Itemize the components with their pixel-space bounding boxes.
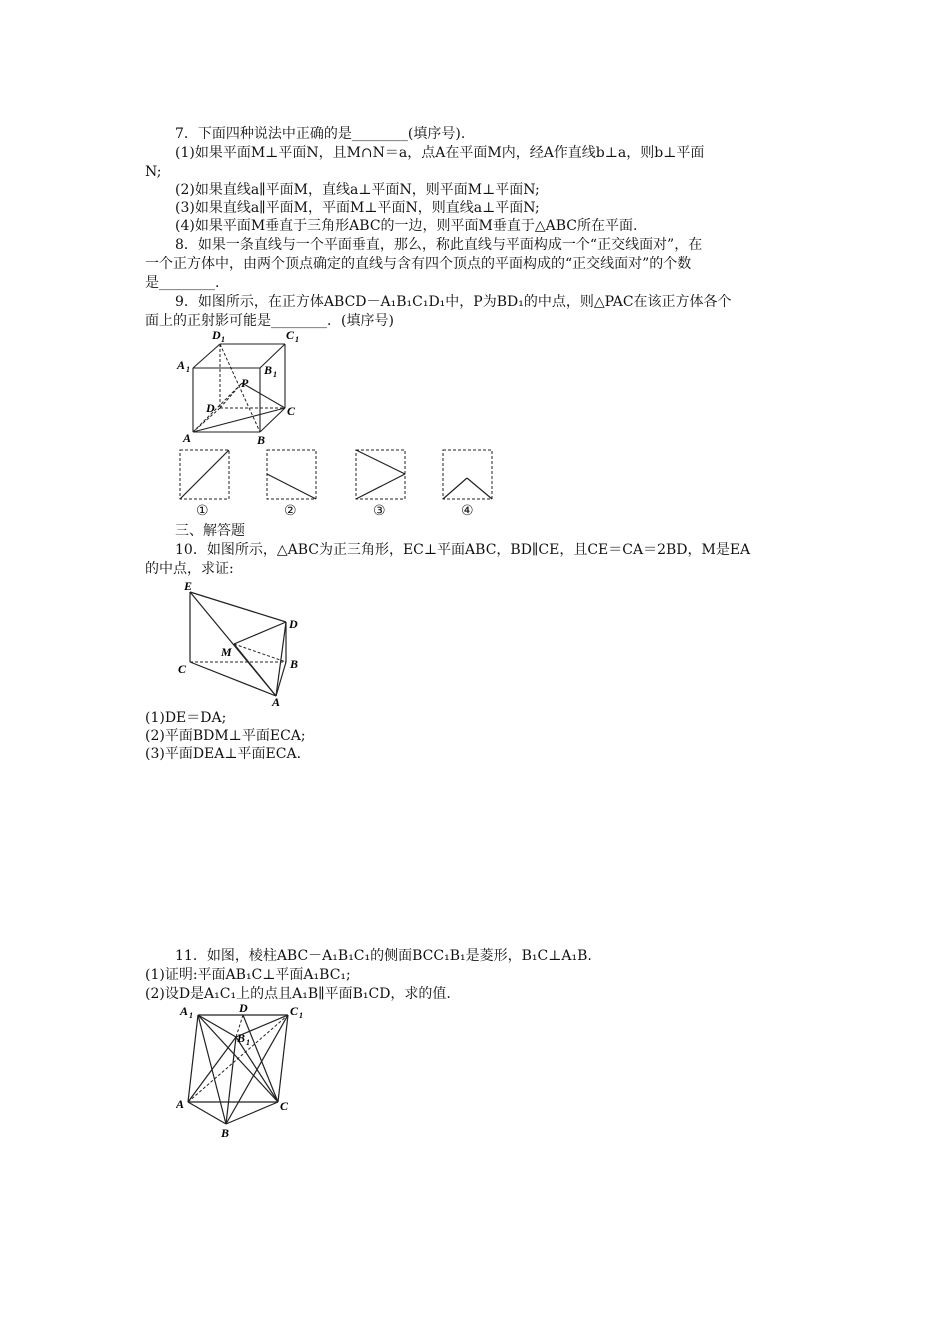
option-4-figure xyxy=(441,448,495,502)
label-A: A xyxy=(176,1097,185,1111)
label-A1-sub: 1 xyxy=(186,365,190,374)
cube-figure xyxy=(175,328,315,446)
label-P: P xyxy=(241,376,249,390)
q7-statement-1-cont: N; xyxy=(145,164,162,180)
option-2-figure xyxy=(265,448,319,502)
section-heading: 三、解答题 xyxy=(175,523,245,539)
label-C1: C xyxy=(290,1004,299,1018)
label-A: A xyxy=(183,431,192,445)
q9-line-2: 面上的正射影可能是________．(填序号) xyxy=(145,313,394,329)
label-E: E xyxy=(184,580,193,593)
label-C: C xyxy=(280,1099,289,1113)
q7-statement-4: (4)如果平面M垂直于三角形ABC的一边，则平面M垂直于△ABC所在平面. xyxy=(175,218,638,234)
option-1-label: ① xyxy=(196,503,209,519)
q7-stem: 7．下面四种说法中正确的是________(填序号). xyxy=(175,126,466,142)
triangle-prism-figure xyxy=(176,580,306,708)
q10-line-2: 的中点，求证: xyxy=(145,561,234,577)
q7-statement-3: (3)如果直线a∥平面M，平面M⊥平面N，则直线a⊥平面N; xyxy=(175,200,540,216)
option-3-label: ③ xyxy=(373,503,386,519)
label-B: B xyxy=(257,433,266,446)
label-A: A xyxy=(272,695,281,708)
label-C1: C xyxy=(286,328,295,342)
q7-statement-2: (2)如果直线a∥平面M，直线a⊥平面N，则平面M⊥平面N; xyxy=(175,182,540,198)
q11-part-2: (2)设D是A₁C₁上的点且A₁B∥平面B₁CD，求的值. xyxy=(145,986,451,1002)
label-B: B xyxy=(221,1126,230,1140)
q10-part-2: (2)平面BDM⊥平面ECA; xyxy=(145,728,306,744)
label-D: D xyxy=(289,617,298,631)
label-B1-sub: 1 xyxy=(246,1038,250,1047)
label-D1-sub: 1 xyxy=(221,335,225,344)
label-A1: A xyxy=(180,1004,189,1018)
option-3-figure xyxy=(354,448,408,502)
label-D: D xyxy=(206,401,215,415)
label-C: C xyxy=(178,662,187,676)
label-D1: D xyxy=(212,328,221,342)
label-C1-sub: 1 xyxy=(299,1011,303,1020)
label-B1-sub: 1 xyxy=(273,370,277,379)
q9-line-1: 9．如图所示，在正方体ABCD－A₁B₁C₁D₁中，P为BD₁的中点，则△PAC在该正方体各个 xyxy=(175,294,732,310)
option-1-figure xyxy=(178,448,232,502)
label-M: M xyxy=(221,645,232,659)
label-C1-sub: 1 xyxy=(295,335,299,344)
q10-line-1: 10．如图所示，△ABC为正三角形，EC⊥平面ABC，BD∥CE，且CE＝CA＝2BD，M是EA xyxy=(175,542,751,558)
option-2-label: ② xyxy=(284,503,297,519)
label-B: B xyxy=(290,657,299,671)
option-4-label: ④ xyxy=(461,503,474,519)
q10-part-1: (1)DE＝DA; xyxy=(145,710,227,726)
q7-statement-1: (1)如果平面M⊥平面N，且M∩N＝a，点A在平面M内，经A作直线b⊥a，则b⊥平面 xyxy=(175,145,705,161)
q8-line-2: 一个正方体中，由两个顶点确定的直线与含有四个顶点的平面构成的“正交线面对”的个数 xyxy=(145,256,692,272)
label-B1: B xyxy=(237,1031,246,1045)
label-A1: A xyxy=(177,358,186,372)
q8-line-3: 是________. xyxy=(145,275,220,291)
label-A1-sub: 1 xyxy=(189,1011,193,1020)
q8-line-1: 8．如果一条直线与一个平面垂直，那么，称此直线与平面构成一个“正交线面对”，在 xyxy=(175,237,703,253)
label-C: C xyxy=(287,404,296,418)
prism-figure xyxy=(176,1002,306,1140)
label-B1: B xyxy=(264,363,273,377)
label-D: D xyxy=(239,1002,248,1015)
q11-line-1: 11．如图，棱柱ABC－A₁B₁C₁的侧面BCC₁B₁是菱形，B₁C⊥A₁B. xyxy=(175,948,592,964)
q10-part-3: (3)平面DEA⊥平面ECA. xyxy=(145,746,302,762)
q11-part-1: (1)证明:平面AB₁C⊥平面A₁BC₁; xyxy=(145,967,351,983)
